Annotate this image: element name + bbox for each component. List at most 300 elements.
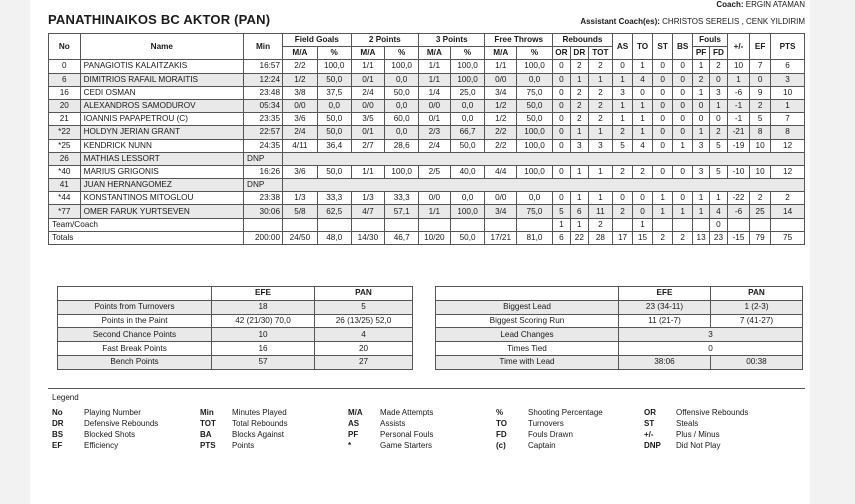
table-row (49, 231, 805, 244)
stats-row (58, 328, 413, 342)
stat-cell: 1/3 (351, 192, 385, 205)
stat-cell: 0 (613, 60, 633, 73)
stats-label: Biggest Lead (436, 300, 619, 314)
stat-cell: 0 (552, 86, 570, 99)
stat-cell: 100,0 (517, 139, 553, 152)
stat-cell: 2 (588, 86, 612, 99)
col-3-points: 3 Points (419, 34, 485, 47)
stat-cell: 23:38 (244, 192, 283, 205)
table-row (49, 73, 805, 86)
player-name: MARIUS GRIGONIS (80, 165, 243, 178)
stat-cell (283, 218, 318, 231)
stat-cell: 0,0 (517, 73, 553, 86)
stat-cell: 22:57 (244, 126, 283, 139)
stats-value: 3 (619, 328, 803, 342)
stat-cell: 4/4 (485, 165, 517, 178)
stat-cell: 3 (710, 86, 728, 99)
legend-desc: Plus / Minus (676, 430, 720, 439)
legend-abbr: PTS (200, 441, 216, 450)
stat-cell: 0 (673, 192, 693, 205)
stat-cell: -19 (727, 139, 749, 152)
col-name: Name (80, 34, 243, 60)
stat-cell: 0 (552, 139, 570, 152)
stat-cell: 22 (570, 231, 588, 244)
legend-item (52, 430, 135, 440)
stat-cell: 2 (570, 60, 588, 73)
player-name: OMER FARUK YURTSEVEN (80, 205, 243, 218)
stat-cell: 1 (693, 192, 710, 205)
stats-value: 4 (315, 328, 413, 342)
table-row (49, 218, 805, 231)
player-number: 41 (49, 179, 81, 192)
col-as: AS (613, 34, 633, 60)
legend-abbr: BA (200, 430, 212, 439)
stat-cell: 11 (588, 205, 612, 218)
stats-value: 11 (21-7) (619, 314, 711, 328)
player-number: 16 (49, 86, 81, 99)
stat-cell: 23:35 (244, 113, 283, 126)
legend-abbr: FD (496, 430, 507, 439)
stat-cell: -6 (727, 205, 749, 218)
stat-cell: 8 (750, 126, 771, 139)
stat-cell: 0 (552, 192, 570, 205)
stats-row (58, 342, 413, 356)
team-stats-right (435, 286, 803, 370)
stats-left-team-a: EFE (212, 287, 315, 301)
player-stats-table (48, 33, 805, 245)
row-label: Team/Coach (49, 218, 244, 231)
sub-fd: FD (710, 47, 728, 60)
legend-abbr: AS (348, 419, 360, 428)
stats-value: 1 (2-3) (711, 300, 803, 314)
stat-cell (673, 218, 693, 231)
stat-cell: 0/0 (351, 99, 385, 112)
col-free-throws: Free Throws (485, 34, 552, 47)
stat-cell: 17/21 (485, 231, 517, 244)
stat-cell: 17 (613, 231, 633, 244)
player-number: 21 (49, 113, 81, 126)
stats-label: Time with Lead (436, 355, 619, 369)
stat-cell: 0 (673, 126, 693, 139)
stats-row (436, 342, 803, 356)
stats-label: Times Tied (436, 342, 619, 356)
stat-cell: 0 (633, 205, 653, 218)
stat-cell: -22 (727, 192, 749, 205)
stat-cell: 5 (613, 139, 633, 152)
stat-cell: 4 (710, 205, 728, 218)
col-no: No (49, 34, 81, 60)
col-st: ST (653, 34, 673, 60)
table-row (49, 99, 805, 112)
stat-cell: 46,7 (385, 231, 419, 244)
stat-cell: 0/0 (485, 73, 517, 86)
stats-row (58, 300, 413, 314)
col-to: TO (633, 34, 653, 60)
stat-cell: 6 (570, 205, 588, 218)
stat-cell: 79 (750, 231, 771, 244)
table-row (49, 179, 805, 192)
stats-label: Second Chance Points (58, 328, 212, 342)
stat-cell: 10 (750, 139, 771, 152)
col-2-points: 2 Points (351, 34, 418, 47)
sub-tot: TOT (588, 47, 612, 60)
legend-desc: Efficiency (84, 441, 119, 450)
stat-cell: 6 (771, 60, 805, 73)
stat-cell: 50,0 (317, 113, 351, 126)
col-field-goals: Field Goals (283, 34, 352, 47)
stat-cell: 0 (552, 165, 570, 178)
legend-desc: Offensive Rebounds (676, 408, 749, 417)
stat-cell: 0,0 (517, 192, 553, 205)
stat-cell: 200:00 (244, 231, 283, 244)
stat-cell: 0 (552, 73, 570, 86)
stat-cell (450, 218, 485, 231)
stat-cell: 28,6 (385, 139, 419, 152)
stat-cell: 0 (653, 60, 673, 73)
stat-cell: 1 (693, 60, 710, 73)
stats-value: 20 (315, 342, 413, 356)
legend-item (52, 408, 141, 418)
stat-cell: 13 (693, 231, 710, 244)
stat-cell (351, 218, 385, 231)
stat-cell: 2 (633, 165, 653, 178)
sub-dr: DR (570, 47, 588, 60)
stats-row (58, 355, 413, 369)
col-bs: BS (673, 34, 693, 60)
stats-value: 00:38 (711, 355, 803, 369)
stat-cell: 0/1 (351, 73, 385, 86)
stats-label: Fast Break Points (58, 342, 212, 356)
stat-cell: 2 (570, 99, 588, 112)
stat-cell: 1/2 (283, 73, 318, 86)
sub-fg-ma: M/A (283, 47, 318, 60)
stat-cell: 3/8 (283, 86, 318, 99)
legend-abbr: +/- (644, 430, 654, 439)
stat-cell: 1 (693, 126, 710, 139)
stats-value: 0 (619, 342, 803, 356)
legend-abbr: No (52, 408, 63, 417)
player-number: *40 (49, 165, 81, 178)
stat-cell: 1 (633, 113, 653, 126)
legend-abbr: % (496, 408, 504, 417)
sub-3p-ma: M/A (419, 47, 451, 60)
stat-cell: 33,3 (385, 192, 419, 205)
legend-item (348, 408, 433, 418)
sub-3p-pct: % (450, 47, 485, 60)
stats-row (436, 314, 803, 328)
stat-cell (613, 218, 633, 231)
legend-abbr: (c) (496, 441, 506, 450)
stat-cell: 1/1 (419, 73, 451, 86)
stat-cell: 15 (633, 231, 653, 244)
stat-cell: 0,0 (317, 99, 351, 112)
stat-cell: 28 (588, 231, 612, 244)
stats-label: Bench Points (58, 355, 212, 369)
legend-item (348, 441, 432, 451)
legend-item (644, 430, 720, 440)
stat-cell: 5 (552, 205, 570, 218)
stat-cell: 23 (710, 231, 728, 244)
team-title: PANATHINAIKOS BC AKTOR (PAN) (48, 12, 271, 27)
stat-cell: 2 (588, 99, 612, 112)
stats-row (58, 314, 413, 328)
stat-cell: 2/5 (419, 165, 451, 178)
player-number: *77 (49, 205, 81, 218)
stat-cell: 0/1 (351, 126, 385, 139)
legend-desc: Made Attempts (380, 408, 434, 417)
stat-cell: 0 (653, 73, 673, 86)
stat-cell: 75,0 (517, 205, 553, 218)
head-coach: Coach: ERGIN ATAMAN (716, 0, 805, 9)
stat-cell: 1 (588, 73, 612, 86)
stat-cell: 60,0 (385, 113, 419, 126)
sub-2p-pct: % (385, 47, 419, 60)
stat-cell: 1 (693, 86, 710, 99)
stat-cell: 50,0 (450, 231, 485, 244)
stat-cell: 2/2 (485, 126, 517, 139)
legend-item (496, 419, 564, 429)
stat-cell: 1 (710, 192, 728, 205)
stat-cell: 40,0 (450, 165, 485, 178)
stat-cell: 36,4 (317, 139, 351, 152)
stats-value: 26 (13/25) 52,0 (315, 314, 413, 328)
stat-cell: 0 (710, 73, 728, 86)
stat-cell: 48,0 (317, 231, 351, 244)
stat-cell: 1 (613, 113, 633, 126)
col-plus-minus: +/- (727, 34, 749, 60)
stat-cell: 1/1 (419, 205, 451, 218)
player-name: KONSTANTINOS MITOGLOU (80, 192, 243, 205)
stat-cell: 81,0 (517, 231, 553, 244)
stat-cell: 2 (710, 126, 728, 139)
stat-cell: 3 (570, 139, 588, 152)
legend-desc: Personal Fouls (380, 430, 434, 439)
stat-cell: 2 (673, 231, 693, 244)
stat-cell: 0/1 (419, 113, 451, 126)
stat-cell: 0 (673, 113, 693, 126)
stats-right-team-a: EFE (619, 287, 711, 301)
stat-cell: 1/2 (485, 113, 517, 126)
assistant-coaches: Assistant Coach(es): CHRISTOS SERELIS , CENK YILDIRIM (580, 17, 805, 26)
stat-cell: 16:57 (244, 60, 283, 73)
stat-cell: 0,0 (450, 99, 485, 112)
stat-cell: 57,1 (385, 205, 419, 218)
stat-cell: 2 (750, 99, 771, 112)
stat-cell: 0,0 (450, 192, 485, 205)
stat-cell: -6 (727, 86, 749, 99)
coach-line (48, 0, 805, 11)
stats-value: 10 (212, 328, 315, 342)
stat-cell: 2/3 (419, 126, 451, 139)
stat-cell: 3 (771, 73, 805, 86)
player-number: *22 (49, 126, 81, 139)
stat-cell: 1 (570, 126, 588, 139)
stat-cell: 1 (673, 205, 693, 218)
stat-cell: 1 (570, 218, 588, 231)
stat-cell: 100,0 (385, 165, 419, 178)
stats-row (436, 355, 803, 369)
legend-item (496, 430, 573, 440)
legend-desc: Shooting Percentage (528, 408, 603, 417)
stat-cell: 7 (771, 113, 805, 126)
stat-cell: 0 (552, 126, 570, 139)
stats-value: 18 (212, 300, 315, 314)
legend-desc: Steals (676, 419, 699, 428)
stat-cell: 25 (750, 205, 771, 218)
legend-abbr: Min (200, 408, 214, 417)
stat-cell: 0 (710, 113, 728, 126)
stat-cell: 0,0 (385, 99, 419, 112)
stat-cell: 0 (633, 192, 653, 205)
stats-value: 16 (212, 342, 315, 356)
stat-cell: 0,0 (385, 73, 419, 86)
legend-item (200, 419, 288, 429)
stat-cell: 1 (588, 165, 612, 178)
stat-cell: 1 (710, 99, 728, 112)
stats-left-team-b: PAN (315, 287, 413, 301)
stat-cell: 0/0 (419, 192, 451, 205)
legend-item (496, 408, 603, 418)
sub-pf: PF (693, 47, 710, 60)
stat-cell: 0 (653, 126, 673, 139)
stat-cell: 0/0 (283, 99, 318, 112)
stat-cell: 0 (552, 99, 570, 112)
stat-cell: 16:26 (244, 165, 283, 178)
player-name: HOLDYN JERIAN GRANT (80, 126, 243, 139)
stat-cell: 1 (771, 99, 805, 112)
stat-cell: 2/7 (351, 139, 385, 152)
legend-desc: Fouls Drawn (528, 430, 573, 439)
col-ef: EF (750, 34, 771, 60)
stat-cell: 0 (653, 139, 673, 152)
stat-cell: 100,0 (450, 60, 485, 73)
stat-cell: 2 (693, 73, 710, 86)
player-name: JUAN HERNANGOMEZ (80, 179, 243, 192)
stat-cell: 1 (633, 218, 653, 231)
stat-cell (419, 218, 451, 231)
stat-cell: 3 (588, 139, 612, 152)
stat-cell: 1 (653, 192, 673, 205)
stat-cell (727, 218, 749, 231)
stat-cell: 1 (570, 165, 588, 178)
stats-row (436, 328, 803, 342)
stat-cell: 1 (693, 205, 710, 218)
legend-item (52, 441, 118, 451)
stat-cell: 1 (653, 205, 673, 218)
legend-desc: Blocks Against (232, 430, 285, 439)
stat-cell: 0/0 (485, 192, 517, 205)
stat-cell: 0 (552, 60, 570, 73)
player-name: ALEXANDROS SAMODUROV (80, 99, 243, 112)
stat-cell: 1/1 (351, 165, 385, 178)
stats-value: 23 (34-11) (619, 300, 711, 314)
stat-cell: 2 (588, 60, 612, 73)
legend-desc: Assists (380, 419, 406, 428)
stat-cell: 1 (552, 218, 570, 231)
stat-cell: 25,0 (450, 86, 485, 99)
stat-cell: 0 (653, 165, 673, 178)
stat-cell: 24/50 (283, 231, 318, 244)
stat-cell: 50,0 (450, 139, 485, 152)
team-stats-left (57, 286, 413, 370)
stat-cell: 0 (693, 99, 710, 112)
table-row (49, 86, 805, 99)
stat-cell: 10 (727, 60, 749, 73)
stat-cell: 1/1 (351, 60, 385, 73)
legend-abbr: EF (52, 441, 63, 450)
stat-cell: -1 (727, 113, 749, 126)
stat-cell: 0 (613, 192, 633, 205)
legend-desc: Blocked Shots (84, 430, 136, 439)
stats-value: 7 (41-27) (711, 314, 803, 328)
stat-cell: 2 (570, 86, 588, 99)
legend-abbr: * (348, 441, 352, 450)
stat-cell: 2 (710, 60, 728, 73)
stat-cell: 3/6 (283, 165, 318, 178)
table-row (49, 139, 805, 152)
dnp-filler (283, 179, 805, 192)
stats-label: Biggest Scoring Run (436, 314, 619, 328)
player-name: CEDI OSMAN (80, 86, 243, 99)
stat-cell: 100,0 (517, 165, 553, 178)
stats-right-blank (436, 287, 619, 301)
stat-cell: 1 (633, 60, 653, 73)
stat-cell: 0 (552, 113, 570, 126)
player-number: 6 (49, 73, 81, 86)
stat-cell: 0 (673, 99, 693, 112)
stat-cell: 24:35 (244, 139, 283, 152)
stat-cell: 8 (771, 126, 805, 139)
legend-item (496, 441, 556, 451)
stat-cell: 1 (588, 126, 612, 139)
stat-cell: 14/30 (351, 231, 385, 244)
player-name: MATHIAS LESSORT (80, 152, 243, 165)
stat-cell: -21 (727, 126, 749, 139)
stat-cell: 0 (693, 113, 710, 126)
stat-cell: 9 (750, 86, 771, 99)
stats-value: 38:06 (619, 355, 711, 369)
legend-item (200, 408, 287, 418)
legend-desc: Game Starters (380, 441, 433, 450)
stat-cell (771, 218, 805, 231)
row-label: Totals (49, 231, 244, 244)
stat-cell: 1 (633, 99, 653, 112)
legend-abbr: ST (644, 419, 655, 428)
stats-value: 27 (315, 355, 413, 369)
stat-cell: 12 (771, 165, 805, 178)
stat-cell: 12 (771, 139, 805, 152)
sub-ft-ma: M/A (485, 47, 517, 60)
dnp-cell: DNP (244, 179, 283, 192)
stat-cell: 62,5 (317, 205, 351, 218)
legend-item (348, 430, 433, 440)
stat-cell: 1/3 (283, 192, 318, 205)
col-fouls: Fouls (693, 34, 728, 47)
stat-cell: 1 (613, 73, 633, 86)
stats-value: 42 (21/30) 70,0 (212, 314, 315, 328)
stat-cell: 2/4 (419, 139, 451, 152)
stat-cell: 5 (710, 139, 728, 152)
stat-cell: 3/4 (485, 205, 517, 218)
stat-cell: 2/2 (283, 60, 318, 73)
legend-desc: Captain (528, 441, 556, 450)
table-row (49, 205, 805, 218)
legend-desc: Did Not Play (676, 441, 721, 450)
stat-cell: 10 (771, 86, 805, 99)
stat-cell: 1 (570, 192, 588, 205)
legend-abbr: TOT (200, 419, 216, 428)
stat-cell: 4/7 (351, 205, 385, 218)
